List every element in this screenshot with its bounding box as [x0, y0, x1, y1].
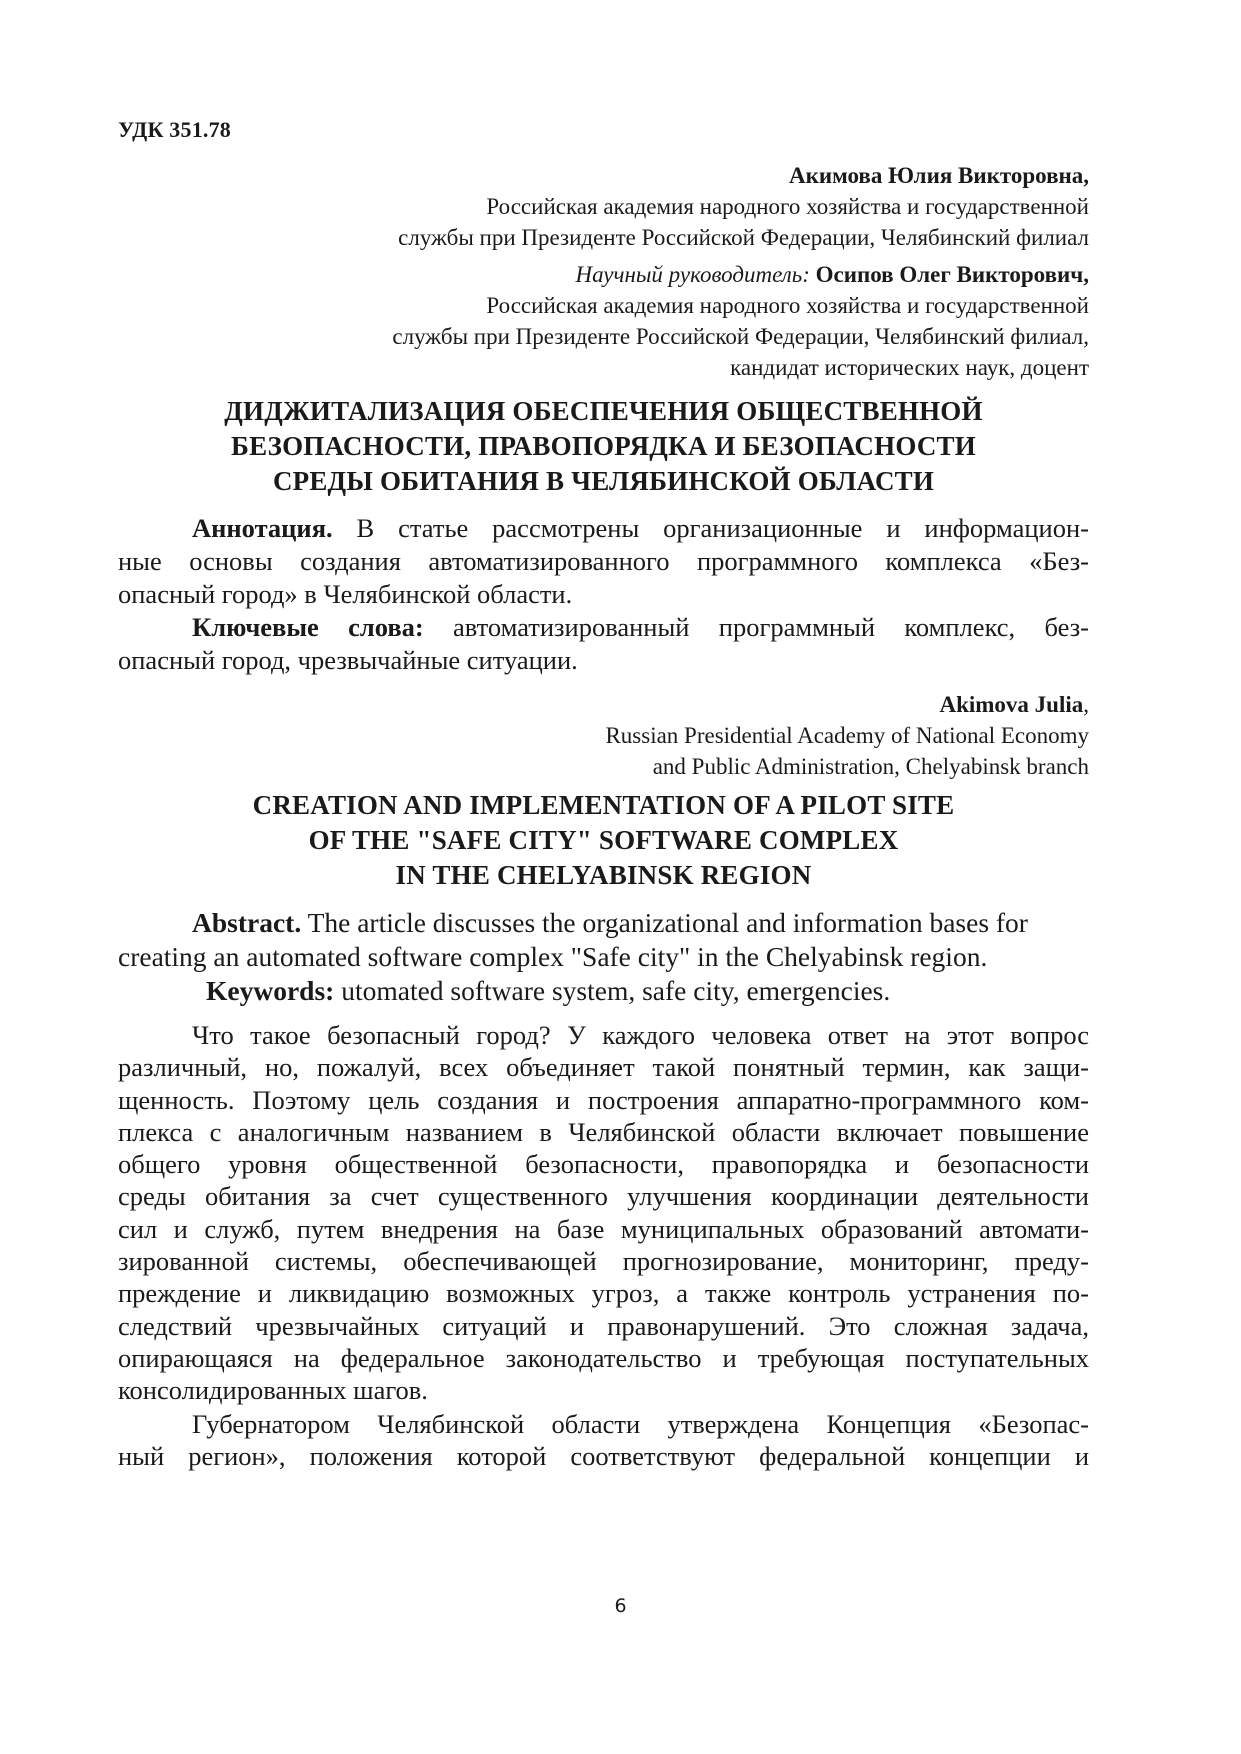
keywords-en-label: Keywords:	[206, 975, 335, 1006]
title-ru-line: БЕЗОПАСНОСТИ, ПРАВОПОРЯДКА И БЕЗОПАСНОСТИ	[231, 431, 976, 461]
keywords-ru-line	[118, 611, 1089, 644]
supervisor-affiliation-line: службы при Президенте Российской Федерации, Челябинский филиал,	[392, 324, 1089, 349]
author-ru-affiliation-line: службы при Президенте Российской Федерации, Челябинский филиал	[398, 225, 1089, 250]
keywords-en-text: utomated software system, safe city, emergencies.	[334, 975, 891, 1006]
title-en	[118, 788, 1089, 893]
keywords-ru-text: автоматизированный программный комплекс, без-	[423, 612, 1089, 642]
annotation-ru-text: В статье рассмотрены организационные и информацион-	[332, 513, 1089, 543]
body-line: консолидированных шагов.	[118, 1375, 428, 1406]
supervisor-name: Осипов Олег Викторович,	[809, 262, 1089, 287]
annotation-ru-line	[118, 512, 1089, 545]
keywords-en-line	[118, 974, 1089, 1008]
title-en-line: OF THE "SAFE CITY" SOFTWARE COMPLEX	[308, 825, 899, 855]
title-ru-line: СРЕДЫ ОБИТАНИЯ В ЧЕЛЯБИНСКОЙ ОБЛАСТИ	[272, 466, 935, 496]
title-ru-line: ДИДЖИТАЛИЗАЦИЯ ОБЕСПЕЧЕНИЯ ОБЩЕСТВЕННОЙ	[224, 396, 983, 426]
annotation-ru-label: Аннотация.	[192, 513, 333, 543]
author-en-affiliation-line: Russian Presidential Academy of National Economy	[605, 723, 1089, 748]
udc-code: УДК 351.78	[118, 117, 232, 142]
body-line: ный регион», положения которой соответствуют федеральной концепции и	[118, 1441, 1089, 1472]
abstract-en-line: creating an automated software complex "Safe city" in the Chelyabinsk region.	[118, 941, 988, 972]
author-en-block	[605, 689, 1089, 782]
body-line: сил и служб, путем внедрения на базе муниципальных образований автомати-	[118, 1213, 1089, 1244]
supervisor-label: Научный руководитель:	[575, 262, 810, 287]
author-en-name-line	[605, 689, 1089, 720]
body-paragraph-1	[118, 1019, 1089, 1407]
author-en-name: Akimova Julia	[939, 692, 1084, 717]
body-line: Губернатором Челябинской области утверждена Концепция «Безопас-	[192, 1409, 1089, 1439]
title-en-line: CREATION AND IMPLEMENTATION OF A PILOT SITE	[252, 790, 955, 820]
author-en-comma: ,	[1083, 692, 1089, 717]
supervisor-ru-block	[392, 259, 1089, 383]
body-line: среды обитания за счет существенного улучшения координации деятельности	[118, 1181, 1089, 1212]
body-line: зированной системы, обеспечивающей прогнозирование, мониторинг, преду-	[118, 1246, 1089, 1277]
body-line: следствий чрезвычайных ситуаций и правонарушений. Это сложная задача,	[118, 1310, 1089, 1341]
title-en-line: IN THE CHELYABINSK REGION	[395, 860, 812, 890]
page-number: 6	[614, 1595, 627, 1617]
author-ru-name: Акимова Юлия Викторовна,	[789, 163, 1089, 188]
author-en-affiliation-line: and Public Administration, Chelyabinsk branch	[652, 754, 1089, 779]
body-line: Что такое безопасный город? У каждого человека ответ на этот вопрос	[192, 1020, 1089, 1050]
body-line: общего уровня общественной безопасности, правопорядка и безопасности	[118, 1149, 1089, 1180]
annotation-ru	[118, 512, 1089, 677]
abstract-en	[118, 906, 1089, 1008]
title-ru	[118, 394, 1089, 499]
abstract-en-label: Abstract.	[192, 907, 302, 938]
body-line: преждение и ликвидацию возможных угроз, а также контроль устранения по-	[118, 1278, 1089, 1309]
body-line: плекса с аналогичным названием в Челябинской области включает повышение	[118, 1116, 1089, 1147]
supervisor-line	[392, 259, 1089, 290]
annotation-ru-line: ные основы создания автоматизированного программного комплекса «Без-	[118, 546, 1089, 576]
keywords-ru-line: опасный город, чрезвычайные ситуации.	[118, 645, 578, 675]
supervisor-affiliation-line: Российская академия народного хозяйства и государственной	[486, 293, 1089, 318]
annotation-ru-line: опасный город» в Челябинской области.	[118, 579, 573, 609]
body-line: различный, но, пожалуй, всех объединяет такой понятный термин, как защи-	[118, 1052, 1089, 1083]
abstract-en-text: The article discusses the organizational and information bases for	[301, 907, 1028, 938]
supervisor-degree-line: кандидат исторических наук, доцент	[730, 355, 1089, 380]
body-line: щенность. Поэтому цель создания и построения аппаратно-программного ком-	[118, 1084, 1089, 1115]
keywords-ru-label: Ключевые слова:	[192, 612, 424, 642]
author-ru-block	[398, 160, 1089, 253]
body-paragraph-2	[118, 1408, 1089, 1473]
author-ru-affiliation-line: Российская академия народного хозяйства и государственной	[486, 194, 1089, 219]
body-line: опирающаяся на федеральное законодательство и требующая поступательных	[118, 1342, 1089, 1373]
abstract-en-line	[118, 906, 1089, 940]
